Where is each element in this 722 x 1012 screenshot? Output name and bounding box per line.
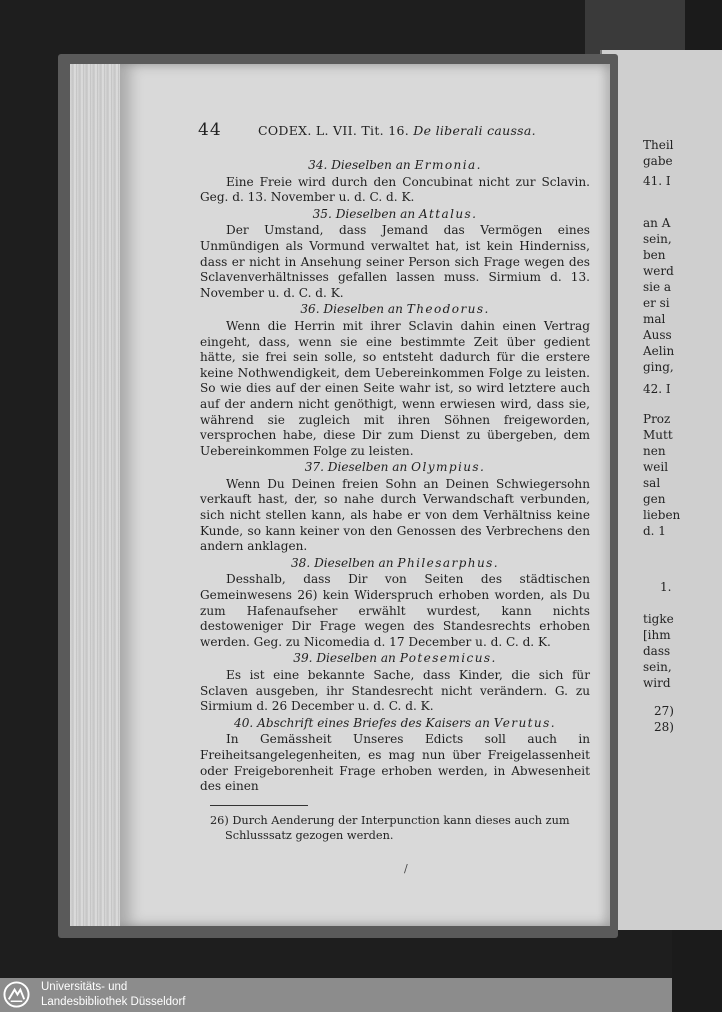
- section-text: Eine Freie wird durch den Concubinat nicht zur Sclavin. Geg. d. 13. November u. d. C. d. K.: [200, 174, 590, 205]
- section-title: 35. Dieselben an Attalus.: [312, 206, 478, 221]
- library-name-line: Universitäts- und: [41, 981, 128, 993]
- right-page-fragment: gen: [643, 492, 666, 506]
- section-title: 37. Dieselben an Olympius.: [304, 460, 486, 475]
- section-text: Desshalb, dass Dir von Seiten des städtischen Gemeinwesens 26) kein Widerspruch erhoben worden, als Du zum Hafenaufseher erwählt wurdest, kann nichts destoweniger Dir Frage wegen des Standesrechts erhoben werden. Geg. zu Nicomedia d. 17 December u. d. C. d. K.: [200, 572, 590, 649]
- section: [200, 716, 590, 795]
- footnote-line: Schlusssatz gezogen werden.: [225, 828, 394, 842]
- section: [200, 651, 590, 714]
- section-title: 36. Dieselben an Theodorus.: [300, 302, 490, 317]
- library-logo-icon: [3, 981, 30, 1008]
- left-page: [120, 64, 610, 926]
- right-page-fragment: an A: [643, 216, 671, 230]
- section: [200, 302, 590, 459]
- right-page-fragment: er si: [643, 296, 670, 310]
- section-title: 40. Abschrift eines Briefes des Kaisers an Verutus.: [234, 715, 556, 730]
- right-page-fragment: 42. I: [643, 382, 671, 396]
- right-book-cover-edge: [585, 0, 685, 57]
- library-footer-bar: [0, 978, 672, 1012]
- footnote-line: 26) Durch Aenderung der Interpunction kann dieses auch zum: [210, 814, 570, 827]
- page-number: 44: [198, 120, 222, 140]
- section-text: Es ist eine bekannte Sache, dass Kinder, die sich für Sclaven ausgeben, ihr Standesrecht nicht verändern. G. zu Sirmium d. 26 December u. d. C. d. K.: [200, 668, 590, 714]
- section-text: Der Umstand, dass Jemand das Vermögen eines Unmündigen als Vormund verwaltet hat, ist kein Hinderniss, dass er nicht in Ansehung seiner Person sich Frage wegen des Sclavenverhältnisses gefallen lassen muss. Sirmium d. 13. November u. d. C. d. K.: [200, 223, 590, 300]
- section: [200, 556, 590, 651]
- section-title: 34. Dieselben an Ermonia.: [308, 158, 482, 172]
- right-page-fragment: 41. I: [643, 174, 671, 188]
- right-page-fragment: dass: [643, 644, 671, 658]
- right-page-fragment: 27): [654, 704, 674, 718]
- right-page-fragment: Aelin: [643, 344, 675, 358]
- right-page-fragment: gabe: [643, 154, 673, 168]
- right-page-fragment: Mutt: [643, 428, 673, 442]
- right-page-fragment: Auss: [643, 328, 672, 342]
- right-page-fragment: weil: [643, 460, 669, 474]
- right-page-partial: [600, 50, 722, 930]
- right-page-fragment: lieben: [643, 508, 681, 522]
- right-page-fragment: sein,: [643, 232, 672, 246]
- right-page-fragment: tigke: [643, 612, 674, 626]
- section-text: In Gemässheit Unseres Edicts soll auch in Freiheitsangelegenheiten, es mag nun über Freigelassenheit oder Freigeborenheit Frage erhoben werden, in Abwesenheit des einen: [200, 732, 590, 794]
- stray-ink-mark: /: [404, 862, 408, 875]
- library-name-line: Landesbibliothek Düsseldorf: [41, 995, 186, 1008]
- right-page-fragment: Proz: [643, 412, 671, 426]
- right-page-fragment: [ihm: [643, 628, 671, 642]
- section-text: Wenn die Herrin mit ihrer Sclavin dahin einen Vertrag eingeht, dass, wenn sie eine bestimmte Zeit über gedient hätte, sie frei sein solle, so entsteht dadurch für die erstere keine Nothwendigkeit, dem Uebereinkommen Folge zu leisten. So wie dies auf der einen Seite wahr ist, so wird letztere auch auf der andern nicht genöthigt, wenn erwiesen wird, dass sie, während sie zugleich mit ihren Söhnen freigeworden, versprochen habe, diese Dir zum Dienst zu übergeben, dem Uebereinkommen Folge zu leisten.: [200, 318, 590, 458]
- right-page-fragment: sal: [643, 476, 661, 490]
- right-page-fragment: mal: [643, 312, 666, 326]
- right-page-fragment: 28): [654, 720, 674, 734]
- right-page-fragment: Theil: [643, 138, 674, 152]
- footnote-rule: [210, 805, 308, 806]
- section: [200, 158, 590, 206]
- section-title: 39. Dieselben an Potesemicus.: [293, 651, 497, 666]
- right-page-fragment: 1.: [660, 580, 672, 594]
- header-caption: De liberali caussa.: [413, 123, 536, 138]
- section-text: Wenn Du Deinen freien Sohn an Deinen Schwiegersohn verkauft hast, der, so nahe durch Verwandschaft verbunden, sich nicht stellen kann, als habe er von dem Verhältniss keine Kunde, so kann keiner von den Genossen des Verbrechens den andern anklagen.: [200, 476, 590, 554]
- library-name: [41, 980, 185, 1009]
- header-codex: CODEX. L. VII. Tit. 16.: [258, 123, 409, 138]
- right-page-fragment: werd: [643, 264, 674, 278]
- running-header: [198, 120, 598, 140]
- page-body: [200, 158, 590, 796]
- footnote: [210, 814, 590, 843]
- header-title: [258, 123, 536, 138]
- right-page-fragment: sie a: [643, 280, 672, 294]
- right-page-fragment: nen: [643, 444, 666, 458]
- right-page-fragment: d. 1: [643, 524, 666, 538]
- section-title: 38. Dieselben an Philesarphus.: [290, 555, 500, 570]
- section: [200, 460, 590, 555]
- right-page-fragment: wird: [643, 676, 671, 690]
- right-page-fragment: ben: [643, 248, 666, 262]
- section: [200, 207, 590, 302]
- right-page-fragment: ging,: [643, 360, 674, 374]
- right-page-fragment: sein,: [643, 660, 672, 674]
